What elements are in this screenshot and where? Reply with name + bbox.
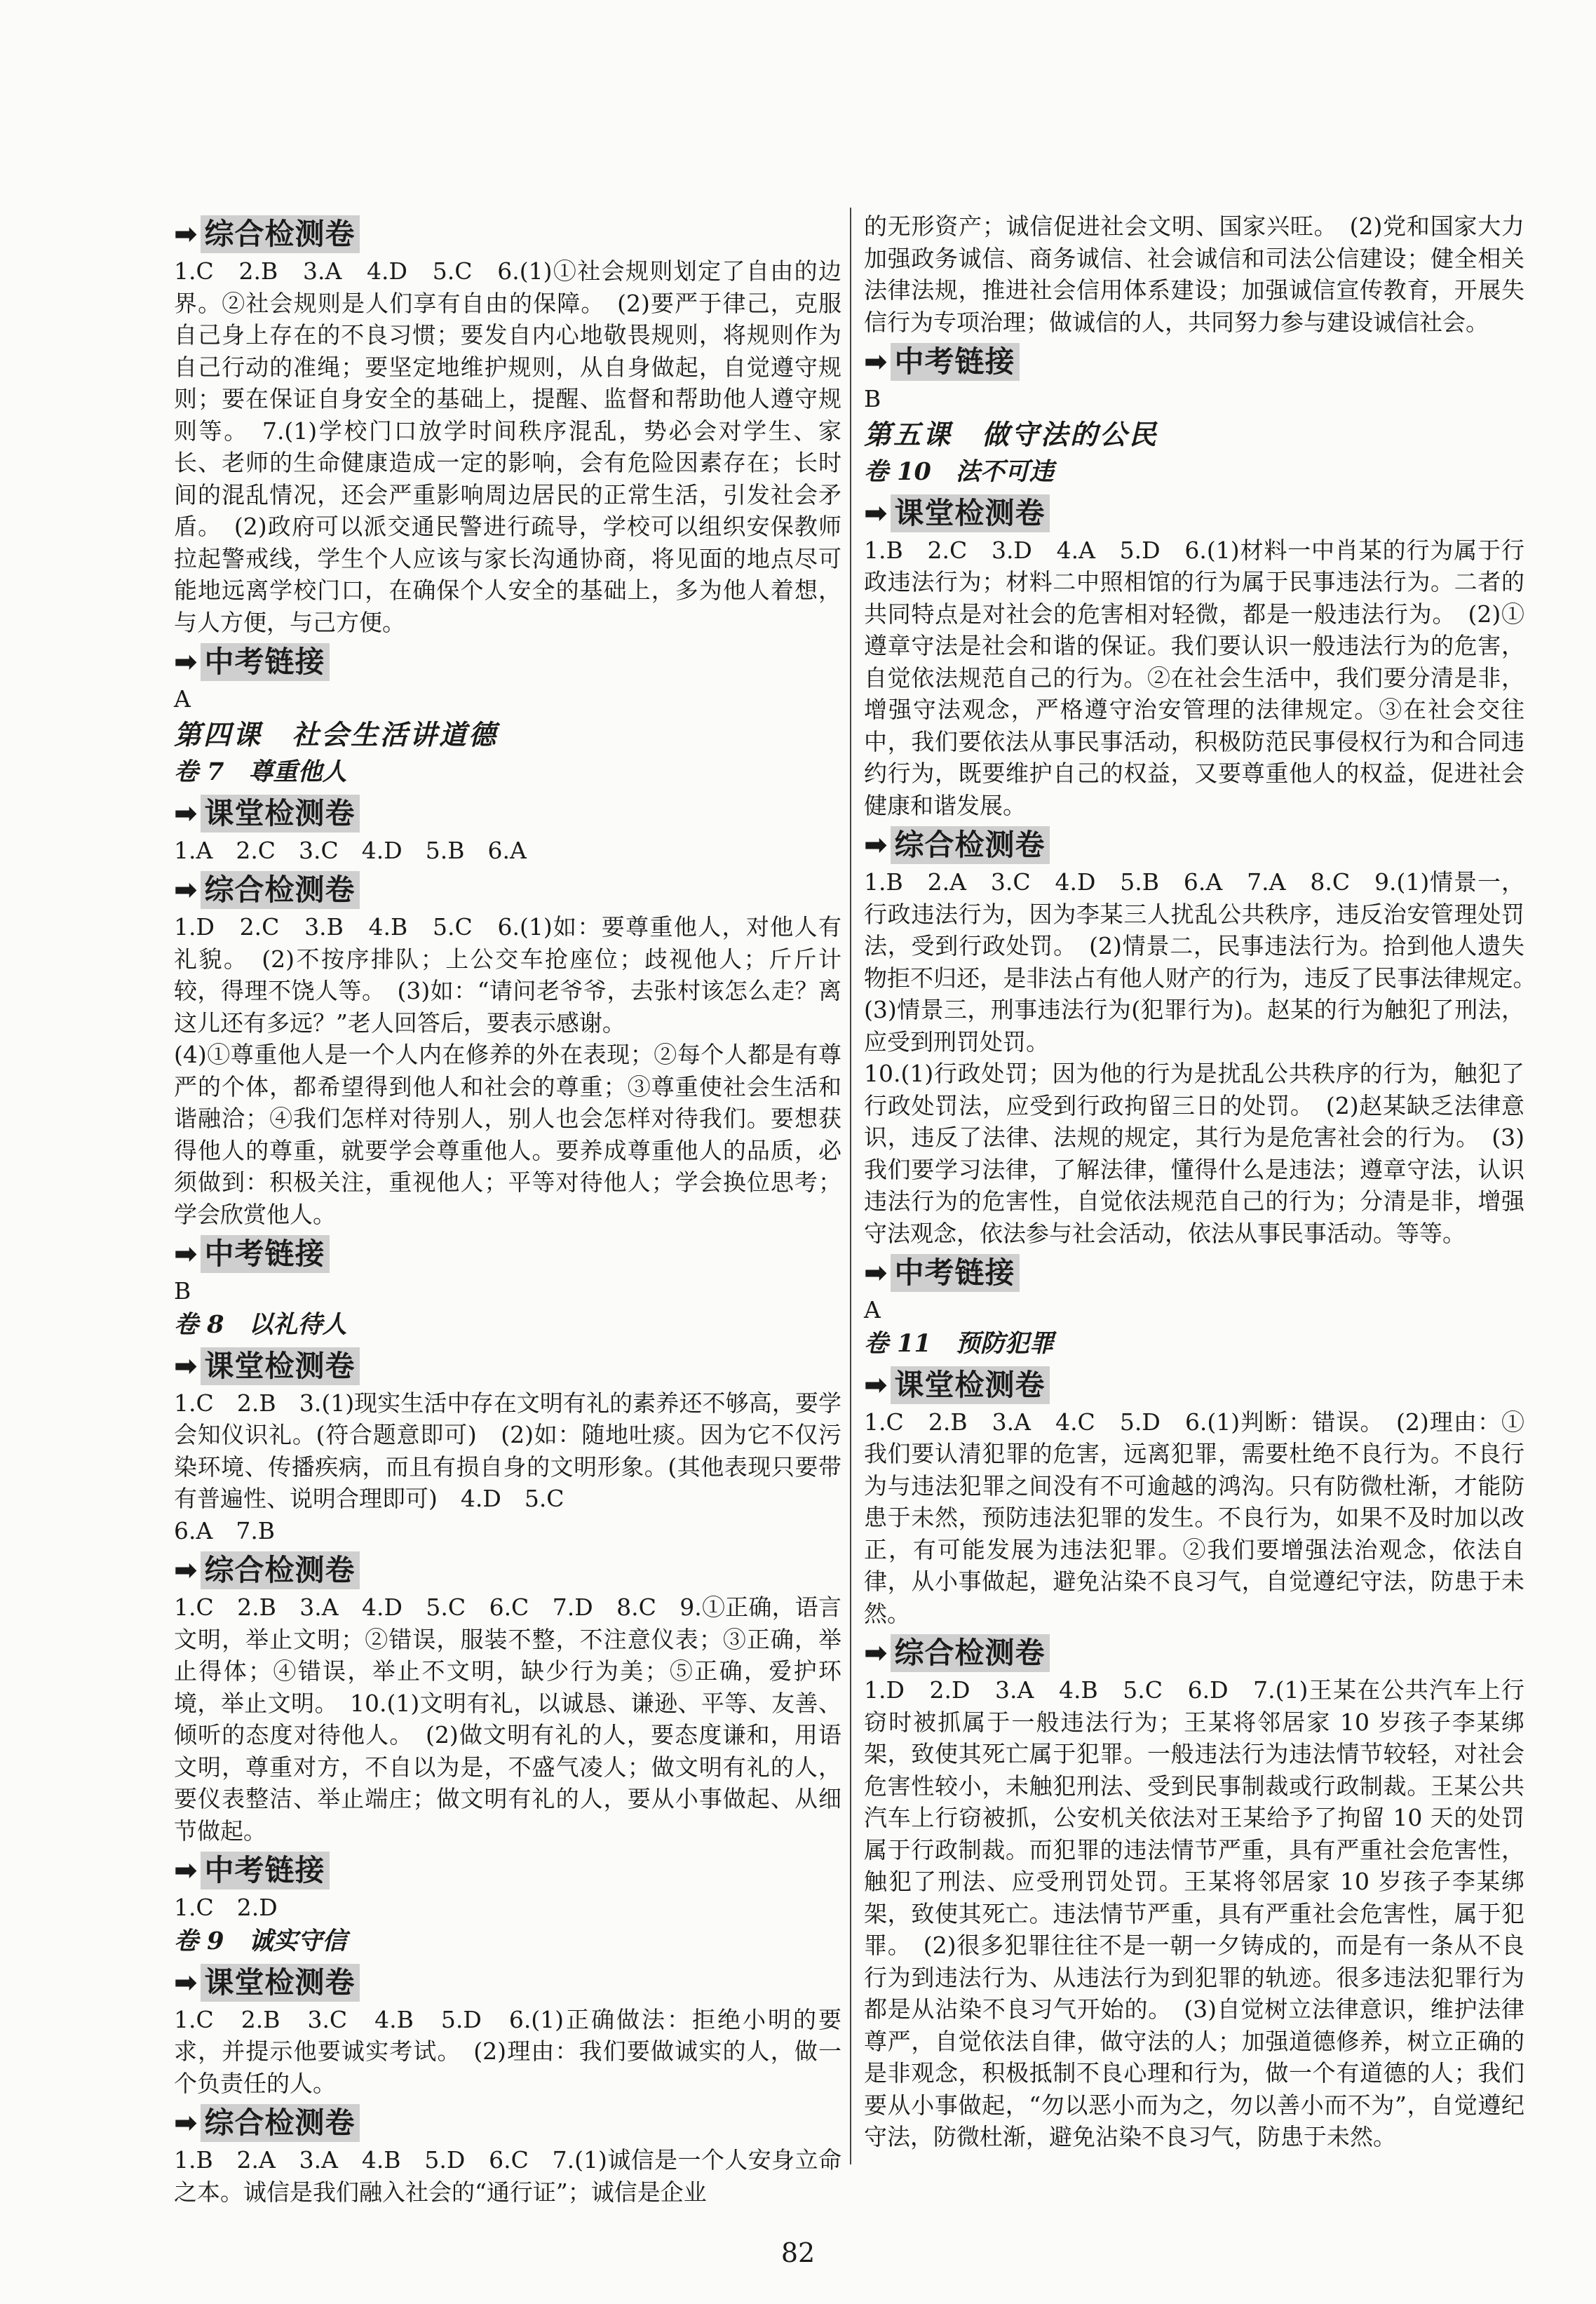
column-divider (850, 208, 851, 2164)
arrow-right-icon: ➡ (864, 497, 888, 530)
lesson-title: 第五课 做守法的公民 (864, 418, 1159, 451)
lesson-title: 第四课 社会生活讲道德 (174, 718, 499, 751)
answer-text: 1.B 2.A 3.C 4.D 5.B 6.A 7.A 8.C 9.(1)情景一，行政违法行为，因为李某三人扰乱公共秩序，违反治安管理处罚法，受到行政处罚。 (2)情景二，民事违法行为。拾到他人遗失物拒不归还，是非法占有他人财产的行为，违反了民事法律规定。 (3)情景三，刑事违法行为(犯罪行为)。赵某的行为触犯了刑法，应受到刑罚处罚。 10.(1)行政处罚；因为他的行为是扰乱公共秩序的行为，触犯了行政处罚法，应受到行政拘留三日的处罚。 (2)赵某缺乏法律意识，违反了法律、法规的规定，其行为是危害社会的行为。 (3)我们要学习法律，了解法律，懂得什么是违法；遵章守法，认识违法行为的危害性，自觉依法规范自己的行为；分清是非，增强守法观念，依法参与社会活动，依法从事民事活动。等等。 (864, 868, 1524, 1247)
arrow-right-icon: ➡ (174, 1238, 198, 1270)
arrow-right-icon: ➡ (864, 1637, 888, 1669)
section-header (864, 1366, 1524, 1405)
unit-title: 卷 10 法不可违 (864, 457, 1054, 486)
answer-text: 1.C 2.B 3.A 4.D 5.C 6.(1)①社会规则划定了自由的边界。②社会规则是人们享有自由的保障。 (2)要严于律己，克服自己身上存在的不良习惯；要发自内心地敬畏规则，将规则作为自己行动的准绳；要坚定地维护规则，从自身做起，自觉遵守规则；要在保证自身安全的基础上，提醒、监督和帮助他人遵守规则等。 7.(1)学校门口放学时间秩序混乱，势必会对学生、家长、老师的生命健康造成一定的影响，会有危险因素存在；长时间的混乱情况，还会严重影响周边居民的正常生活，引发社会矛盾。 (2)政府可以派交通民警进行疏导，学校可以组织安保教师拉起警戒线，学生个人应该与家长沟通协商，将见面的地点尽可能地远离学校门口，在确保个人安全的基础上，多为他人着想，与人方便，与己方便。 (174, 257, 841, 636)
answer-text: 的无形资产；诚信促进社会文明、国家兴旺。 (2)党和国家大力加强政务诚信、商务诚信、社会诚信和司法公信建设；健全相关法律法规，推进社会信用体系建设；加强诚信宣传教育，开展失信行为专项治理；做诚信的人，共同努力参与建设诚信社会。 (864, 213, 1524, 336)
arrow-right-icon: ➡ (174, 1966, 198, 1999)
section-header (174, 215, 841, 254)
arrow-right-icon: ➡ (864, 1368, 888, 1401)
section-header-label: 中考链接 (201, 1852, 330, 1889)
section-header (864, 494, 1524, 533)
section-header (174, 642, 841, 682)
section-header-label: 课堂检测卷 (891, 494, 1050, 532)
answer-text: B (864, 385, 881, 412)
arrow-right-icon: ➡ (174, 1854, 198, 1887)
answer-text: 1.D 2.C 3.B 4.B 5.C 6.(1)如：要尊重他人，对他人有礼貌。 (2)不按序排队；上公交车抢座位；歧视他人；斤斤计较，得理不饶人等。 (3)如：“请问老爷爷，去张村该怎么走？离这儿还有多远？”老人回答后，要表示感谢。 (4)①尊重他人是一个人内在修养的外在表现；②每个人都是有尊严的个体，都希望得到他人和社会的尊重；③尊重使社会生活和谐融洽；④我们怎样对待别人，别人也会怎样对待我们。要想获得他人的尊重，就要学会尊重他人。要养成尊重他人的品质，必须做到：积极关注，重视他人；平等对待他人；学会换位思考；学会欣赏他人。 (174, 913, 841, 1228)
section-header-label: 综合检测卷 (891, 826, 1050, 864)
section-header (864, 1633, 1524, 1673)
section-header (174, 1551, 841, 1590)
arrow-right-icon: ➡ (174, 874, 198, 906)
section-header-label: 中考链接 (891, 343, 1020, 381)
answer-text: A (864, 1296, 881, 1323)
answer-text: 1.B 2.A 3.A 4.B 5.D 6.C 7.(1)诚信是一个人安身立命之本。诚信是我们融入社会的“通行证”；诚信是企业 (174, 2146, 841, 2206)
left-column (174, 210, 841, 2208)
answer-text: 1.C 2.B 3.A 4.C 5.D 6.(1)判断：错误。 (2)理由：①我们要认清犯罪的危害，远离犯罪，需要杜绝不良行为。不良行为与违法犯罪之间没有不可逾越的鸿沟。只有防微杜渐，才能防患于未然，预防违法犯罪的发生。不良行为，如果不及时加以改正，有可能发展为违法犯罪。②我们要增强法治观念，依法自律，从小事做起，避免沾染不良习气，自觉遵纪守法，防患于未然。 (864, 1408, 1524, 1627)
arrow-right-icon: ➡ (174, 646, 198, 678)
unit-title: 卷 9 诚实守信 (174, 1926, 347, 1955)
section-header-label: 综合检测卷 (201, 2104, 360, 2142)
answer-text: 1.A 2.C 3.C 4.D 5.B 6.A (174, 836, 527, 864)
unit-title: 卷 8 以礼待人 (174, 1309, 347, 1339)
unit-title: 卷 7 尊重他人 (174, 757, 347, 786)
arrow-right-icon: ➡ (174, 1554, 198, 1586)
section-header (174, 794, 841, 833)
answer-text: 1.C 2.B 3.A 4.D 5.C 6.C 7.D 8.C 9.①正确，语言文明，举止文明；②错误，服装不整，不注意仪表；③正确，举止得体；④错误，举止不文明，缺少行为美；⑤正确，爱护环境，举止文明。 10.(1)文明有礼，以诚恳、谦逊、平等、友善、倾听的态度对待他人。 (2)做文明有礼的人，要态度谦和，用语文明，尊重对方，不自以为是，不盛气凌人；做文明有礼的人，要仪表整洁、举止端庄；做文明有礼的人，要从小事做起、从细节做起。 (174, 1594, 841, 1845)
arrow-right-icon: ➡ (864, 346, 888, 378)
answer-text: A (174, 685, 191, 713)
arrow-right-icon: ➡ (864, 829, 888, 861)
answer-text: 1.D 2.D 3.A 4.B 5.C 6.D 7.(1)王某在公共汽车上行窃时被抓属于一般违法行为；王某将邻居家 10 岁孩子李某绑架，致使其死亡属于犯罪。一般违法行为违法情节较轻，对社会危害性较小，未触犯刑法、受到民事制裁或行政制裁。王某公共汽车上行窃被抓，公安机关依法对王某给予了拘留 10 天的处罚属于行政制裁。而犯罪的违法情节严重，具有严重社会危害性，触犯了刑法、应受刑罚处罚。王某将邻居家 10 岁孩子李某绑架，致使其死亡。违法情节严重，具有严重社会危害性，属于犯罪。 (2)很多犯罪往往不是一朝一夕铸成的，而是有一条从不良行为到违法行为、从违法行为到犯罪的轨迹。很多违法犯罪行为都是从沾染不良习气开始的。 (3)自觉树立法律意识，维护法律尊严，自觉依法自律，做守法的人；加强道德修养，树立正确的是非观念，积极抵制不良心理和行为，做一个有道德的人；我们要从小事做起，“勿以恶小而为之，勿以善小而不为”，自觉遵纪守法，防微杜渐，避免沾染不良习气，防患于未然。 (864, 1676, 1524, 2150)
section-header (174, 870, 841, 910)
arrow-right-icon: ➡ (174, 218, 198, 250)
right-column (864, 210, 1524, 2153)
answer-text: 1.B 2.C 3.D 4.A 5.D 6.(1)材料一中肖某的行为属于行政违法行为；材料二中照相馆的行为属于民事违法行为。二者的共同特点是对社会的危害相对轻微，都是一般违法行为。 (2)①遵章守法是社会和谐的保证。我们要认识一般违法行为的危害，自觉依法规范自己的行为。②在社会生活中，我们要分清是非，增强守法观念，严格遵守治安管理的法律规定。③在社会交往中，我们要依法从事民事活动，积极防范民事侵权行为和合同违约行为，既要维护自己的权益，又要尊重他人的权益，促进社会健康和谐发展。 (864, 536, 1524, 819)
answer-text: B (174, 1277, 191, 1305)
section-header (174, 2103, 841, 2143)
answer-text: 1.C 2.B 3.C 4.B 5.D 6.(1)正确做法：拒绝小明的要求，并提示他要诚实考试。 (2)理由：我们要做诚实的人，做一个负责任的人。 (174, 2005, 841, 2097)
section-header-label: 综合检测卷 (201, 215, 360, 253)
section-header (174, 1347, 841, 1386)
section-header (174, 1963, 841, 2002)
page-number: 82 (780, 2237, 816, 2268)
section-header-label: 课堂检测卷 (201, 1964, 360, 2002)
section-header-label: 课堂检测卷 (201, 795, 360, 833)
section-header-label: 综合检测卷 (891, 1634, 1050, 1672)
section-header-label: 课堂检测卷 (891, 1366, 1050, 1404)
unit-title: 卷 11 预防犯罪 (864, 1328, 1054, 1358)
section-header (174, 1851, 841, 1890)
arrow-right-icon: ➡ (174, 2107, 198, 2139)
section-header (174, 1234, 841, 1274)
section-header (864, 342, 1524, 382)
section-header (864, 1253, 1524, 1293)
section-header (864, 826, 1524, 865)
answer-text: 1.C 2.B 3.(1)现实生活中存在文明有礼的素养还不够高，要学会知仪识礼。(符合题意即可) (2)如：随地吐痰。因为它不仅污染环境、传播疾病，而且有损自身的文明形象。(其他表现只要带有普遍性、说明合理即可) 4.D 5.C 6.A 7.B (174, 1389, 841, 1544)
section-header-label: 综合检测卷 (201, 871, 360, 909)
section-header-label: 中考链接 (891, 1254, 1020, 1292)
answer-text: 1.C 2.D (174, 1894, 278, 1921)
section-header-label: 中考链接 (201, 643, 330, 681)
arrow-right-icon: ➡ (864, 1257, 888, 1289)
section-header-label: 中考链接 (201, 1235, 330, 1273)
arrow-right-icon: ➡ (174, 1349, 198, 1382)
section-header-label: 课堂检测卷 (201, 1347, 360, 1385)
section-header-label: 综合检测卷 (201, 1551, 360, 1589)
arrow-right-icon: ➡ (174, 797, 198, 830)
